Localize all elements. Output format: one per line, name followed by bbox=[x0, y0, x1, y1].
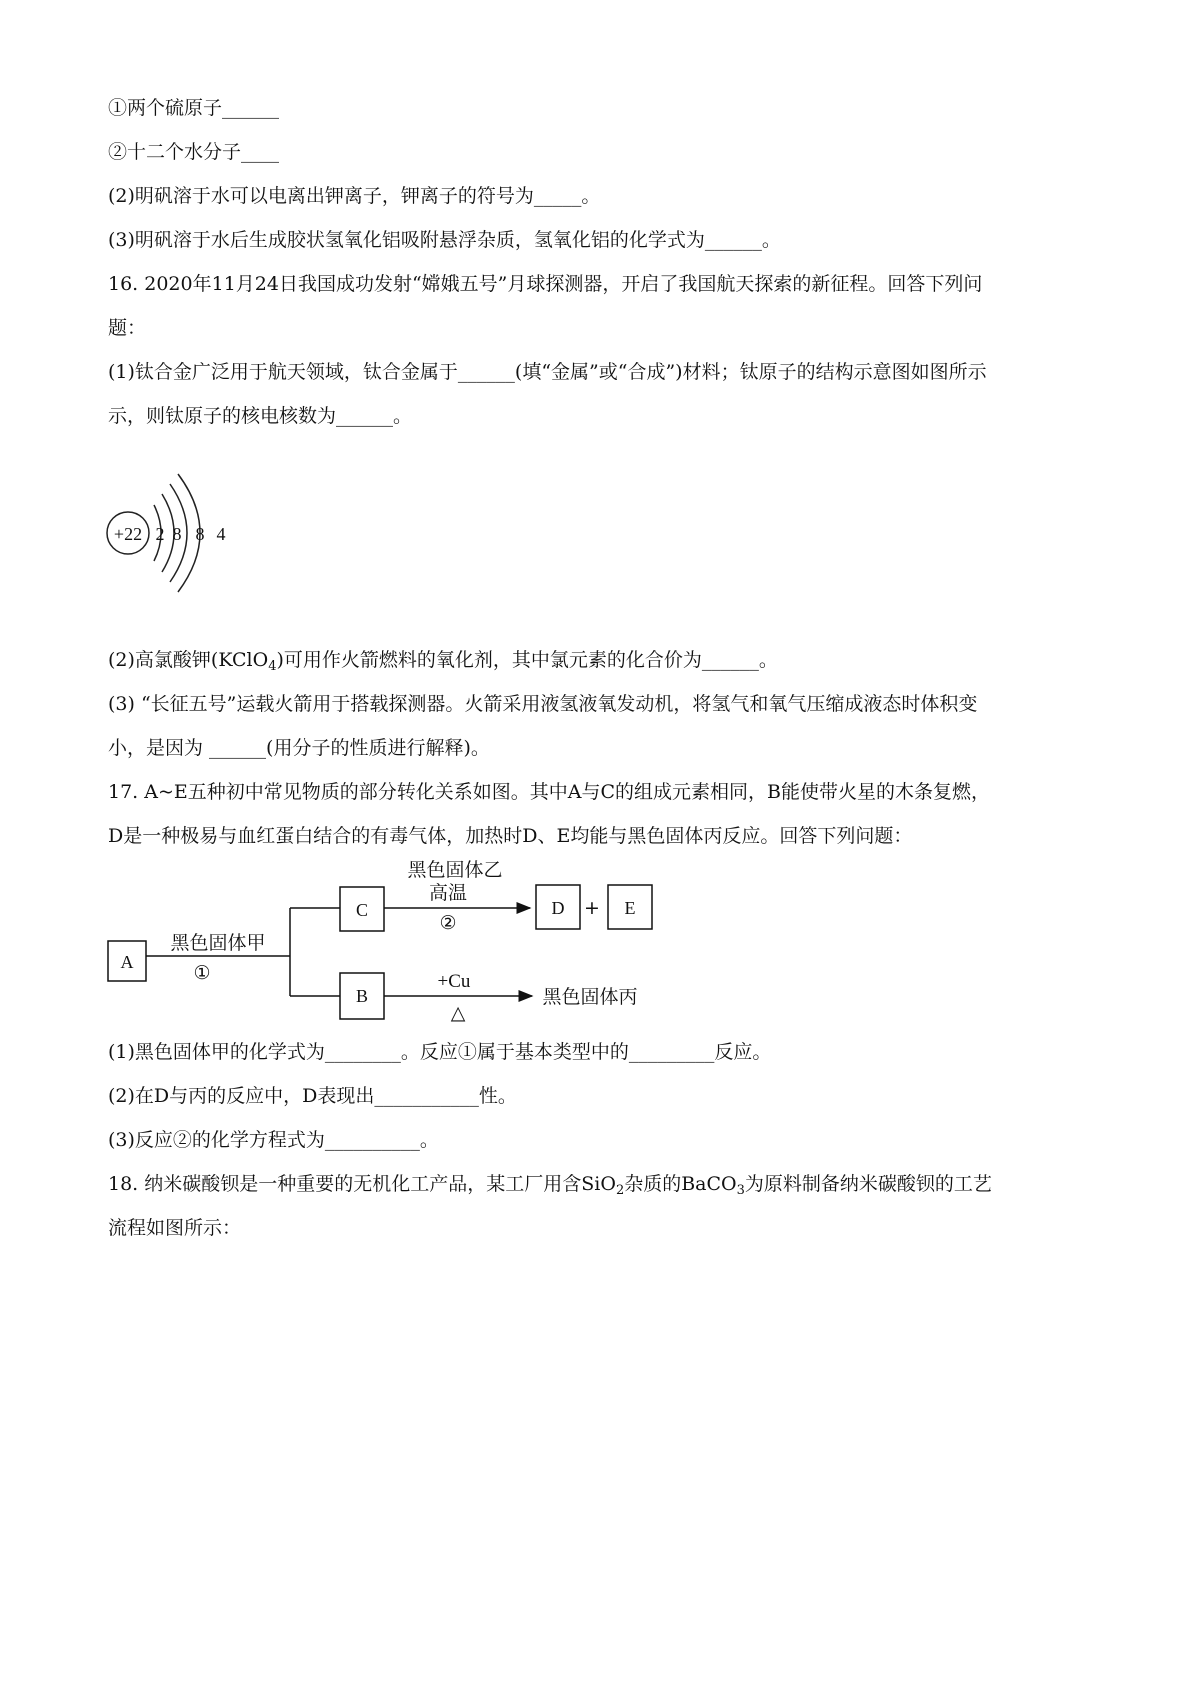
arrow-1-bottom-label: ① bbox=[193, 962, 211, 984]
q18-stem-subscript-1: 2 bbox=[615, 1183, 625, 1198]
q17-part-3: (3)反应②的化学方程式为__________。 bbox=[108, 1129, 439, 1151]
arrow-2-top-label-2: 高温 bbox=[428, 882, 468, 904]
q18-stem-line-2: 流程如图所示： bbox=[108, 1217, 242, 1239]
arrow-3-top-label: +Cu bbox=[437, 971, 471, 992]
box-d-label: D bbox=[551, 898, 565, 918]
arrow-2-bottom-label: ② bbox=[439, 912, 457, 934]
q16-part-2-post: )可用作火箭燃料的氧化剂，其中氯元素的化合价为______。 bbox=[276, 649, 778, 671]
arrow-2-top-label-1: 黑色固体乙 bbox=[407, 859, 503, 881]
atom-shell-electrons-3: 8 bbox=[195, 524, 205, 544]
q18-stem-post: 为原料制备纳米碳酸钡的工艺 bbox=[744, 1173, 992, 1195]
q16-part-2-subscript: 4 bbox=[268, 659, 277, 674]
q16-part-2 bbox=[108, 647, 778, 680]
q17-stem-line-1: 17. A~E五种初中常见物质的部分转化关系如图。其中A与C的组成元素相同，B能使带火星的木条复燃， bbox=[108, 781, 990, 803]
box-a-label: A bbox=[120, 952, 134, 972]
q17-part-2: (2)在D与丙的反应中，D表现出___________性。 bbox=[108, 1085, 517, 1107]
box-b-label: B bbox=[355, 986, 369, 1006]
q18-stem-line-1 bbox=[108, 1171, 992, 1204]
q18-stem-subscript-2: 3 bbox=[736, 1183, 745, 1198]
q17-part-1: (1)黑色固体甲的化学式为________。反应①属于基本类型中的_________反应。 bbox=[108, 1041, 772, 1063]
box-c-label: C bbox=[355, 900, 369, 920]
q15-part-3: (3)明矾溶于水后生成胶状氢氧化铝吸附悬浮杂质，氢氧化铝的化学式为______。 bbox=[108, 229, 781, 251]
atom-shell-electrons-2: 8 bbox=[172, 524, 182, 544]
q15-item-2: ②十二个水分子____ bbox=[108, 141, 280, 163]
q17-conversion-diagram bbox=[100, 855, 720, 1035]
atom-shell-electrons-1: 2 bbox=[155, 524, 165, 544]
atom-nucleus-label: +22 bbox=[113, 524, 143, 544]
q16-part-1-line-1: (1)钛合金广泛用于航天领域，钛合金属于______(填“金属”或“合成”)材料；钛原子的结构示意图如图所示 bbox=[108, 361, 987, 383]
plus-sign: + bbox=[584, 897, 600, 919]
arrow-1-top-label: 黑色固体甲 bbox=[170, 932, 266, 954]
q15-part-2: (2)明矾溶于水可以电离出钾离子，钾离子的符号为_____。 bbox=[108, 185, 601, 207]
box-e-label: E bbox=[624, 898, 636, 918]
q16-part-1-line-2: 示，则钛原子的核电核数为______。 bbox=[108, 405, 413, 427]
atom-shell-electrons-4: 4 bbox=[216, 524, 226, 544]
q16-part-3-line-2: 小，是因为 ______(用分子的性质进行解释)。 bbox=[108, 737, 490, 759]
q16-stem-line-1: 16. 2020年11月24日我国成功发射“嫦娥五号”月球探测器，开启了我国航天探索的新征程。回答下列问 bbox=[108, 273, 983, 295]
q18-stem-pre: 18. 纳米碳酸钡是一种重要的无机化工产品，某工厂用含SiO bbox=[108, 1173, 616, 1195]
arrow-3-bottom-label: △ bbox=[450, 1002, 466, 1024]
q15-item-1: ①两个硫原子______ bbox=[108, 97, 280, 119]
q16-part-2-pre: (2)高氯酸钾(KClO bbox=[108, 649, 269, 671]
q16-part-3-line-1: (3) “长征五号”运载火箭用于搭载探测器。火箭采用液氢液氧发动机，将氢气和氧气压缩成液态时体积变 bbox=[108, 693, 978, 715]
titanium-atom-diagram bbox=[100, 470, 250, 620]
q17-stem-line-2: D是一种极易与血红蛋白结合的有毒气体，加热时D、E均能与黑色固体丙反应。回答下列问题： bbox=[108, 825, 913, 847]
product-label: 黑色固体丙 bbox=[542, 986, 638, 1008]
q18-stem-mid: 杂质的BaCO bbox=[624, 1173, 737, 1195]
q16-stem-line-2: 题： bbox=[108, 317, 147, 339]
